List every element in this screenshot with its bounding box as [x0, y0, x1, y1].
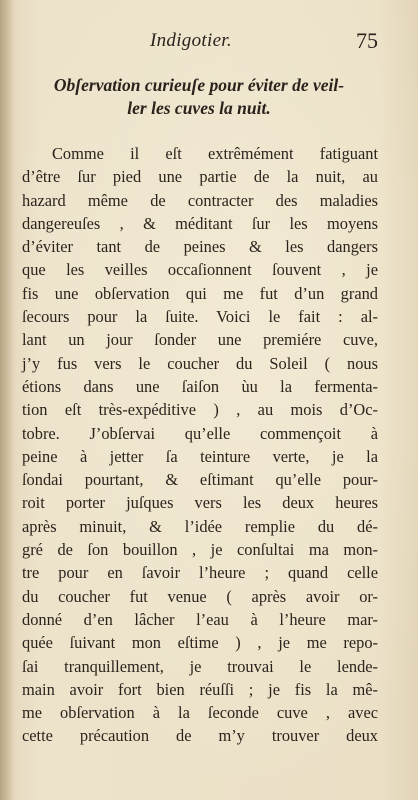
running-head: Indigotier. — [150, 30, 232, 51]
text-line: ſondai pourtant, & eſtimant qu’elle pour- — [22, 470, 378, 490]
text-line: fis une obſervation qui me fut d’un grand — [22, 283, 378, 303]
gutter-shadow — [0, 0, 14, 800]
text-line: tion eſt très-expéditive ) , au mois d’Oc- — [22, 400, 378, 420]
body-paragraph — [22, 142, 378, 748]
text-line: me obſervation à la ſeconde cuve , avec — [22, 703, 378, 723]
text-line: du coucher fut venue ( après avoir or- — [22, 586, 378, 606]
text-line: donné d’en lâcher l’eau à l’heure mar- — [22, 609, 378, 629]
text-line: d’être ſur pied une partie de la nuit, au — [22, 167, 378, 187]
text-line: cette précaution de m’y trouver deux — [22, 726, 378, 746]
text-line: peine à jetter ſa teinture verte, je la — [22, 446, 378, 466]
section-title-line: ler les cuves la nuit. — [127, 98, 271, 118]
section-title — [22, 74, 376, 120]
text-line: après minuit, & l’idée remplie du dé- — [22, 516, 378, 536]
text-line: quée ſuivant mon eſtime ) , je me repo- — [22, 633, 378, 653]
text-line: hazard même de contracter des maladies — [22, 190, 378, 210]
section-title-line: Obſervation curieuſe pour éviter de veil- — [53, 75, 345, 95]
page-header — [40, 30, 378, 56]
text-line: ſai tranquillement, je trouvai le lende- — [22, 656, 378, 676]
text-line: dangereuſes , & méditant ſur les moyens — [22, 213, 378, 233]
text-line: que les veilles occaſionnent ſouvent , je — [22, 260, 378, 280]
text-line: roit porter juſques vers les deux heures — [22, 493, 378, 513]
page-number: 75 — [356, 28, 378, 53]
text-line: main avoir fort bien réuſſi ; je fis la mê- — [22, 679, 378, 699]
text-line: tre pour en ſavoir l’heure ; quand celle — [22, 563, 378, 583]
text-line: ſecours pour la ſuite. Voici le fait : al- — [22, 307, 378, 327]
text-line: Comme il eſt extrêmément fatiguant — [52, 144, 378, 163]
text-line: étions dans une ſaiſon ùu la fermenta- — [22, 376, 378, 396]
text-line: tobre. J’obſervai qu’elle commençoit à — [22, 423, 378, 443]
text-line: j’y fus vers le coucher du Soleil ( nous — [22, 353, 378, 373]
text-line: gré de ſon bouillon , je conſultai ma mon- — [22, 540, 378, 560]
text-line: lant un jour ſonder une premiére cuve, — [22, 330, 378, 350]
text-line: d’éviter tant de peines & les dangers — [22, 237, 378, 257]
